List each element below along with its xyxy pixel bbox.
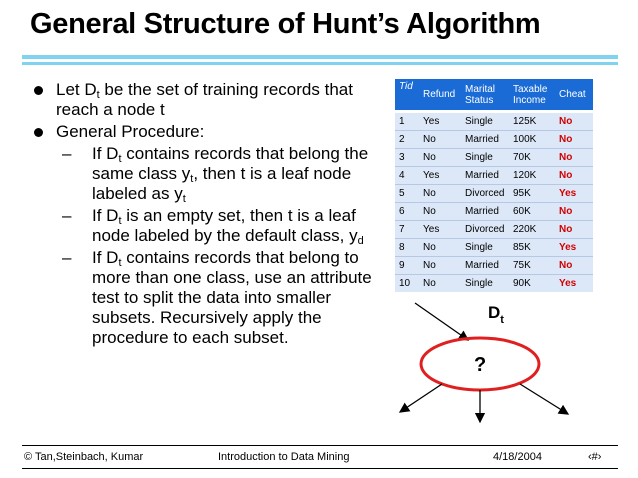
branch-arrow-left <box>400 384 442 412</box>
cell-refund: No <box>419 203 461 221</box>
bullet-dot-icon <box>34 86 43 95</box>
cell-taxable-income: 85K <box>509 239 555 257</box>
cell-taxable-income: 75K <box>509 257 555 275</box>
table-row <box>395 149 593 167</box>
cell-tid: 5 <box>395 185 419 203</box>
sub-bullet-item: – If $D_t$ contains records that belong to more than one class, use an attribute test to split the data into smaller subsets. Recursively apply the procedure to each subset. <box>62 248 372 347</box>
cell-marital-status: Married <box>461 167 509 185</box>
table-row <box>395 185 593 203</box>
cell-cheat: No <box>555 149 593 167</box>
cell-refund: No <box>419 257 461 275</box>
dash-icon: – <box>62 206 72 225</box>
cell-cheat: Yes <box>555 275 593 293</box>
cell-taxable-income: 120K <box>509 167 555 185</box>
cell-marital-status: Divorced <box>461 185 509 203</box>
cell-refund: No <box>419 149 461 167</box>
table-header-taxable-income: Taxable Income <box>509 79 555 112</box>
cell-refund: No <box>419 275 461 293</box>
cell-refund: No <box>419 239 461 257</box>
bullet-item: General Procedure: <box>30 122 390 142</box>
cell-marital-status: Single <box>461 239 509 257</box>
slide-title: General Structure of Hunt’s Algorithm <box>30 8 541 40</box>
table-header-refund: Refund <box>419 79 461 112</box>
footer-authors: © Tan,Steinbach, Kumar <box>24 451 144 463</box>
cell-taxable-income: 60K <box>509 203 555 221</box>
cell-taxable-income: 90K <box>509 275 555 293</box>
cell-tid: 10 <box>395 275 419 293</box>
table-row <box>395 221 593 239</box>
cell-taxable-income: 100K <box>509 131 555 149</box>
cell-cheat: No <box>555 112 593 131</box>
cell-tid: 1 <box>395 112 419 131</box>
cell-taxable-income: 125K <box>509 112 555 131</box>
title-rule-top <box>22 55 618 59</box>
cell-cheat: No <box>555 167 593 185</box>
cell-tid: 7 <box>395 221 419 239</box>
dash-icon: – <box>62 144 72 163</box>
node-question-mark: ? <box>474 354 487 376</box>
cell-taxable-income: 220K <box>509 221 555 239</box>
slide-footer <box>22 445 618 469</box>
cell-marital-status: Single <box>461 149 509 167</box>
cell-refund: Yes <box>419 167 461 185</box>
bullet-list <box>30 80 390 348</box>
footer-date: 4/18/2004 <box>493 451 542 463</box>
footer-course: Introduction to Data Mining <box>218 451 350 463</box>
cell-cheat: Yes <box>555 185 593 203</box>
cell-tid: 4 <box>395 167 419 185</box>
node-diagram <box>380 290 600 440</box>
table-row <box>395 112 593 131</box>
cell-cheat: No <box>555 257 593 275</box>
cell-refund: No <box>419 131 461 149</box>
footer-page-number: ‹#› <box>588 451 602 463</box>
bullet-dot-icon <box>34 128 43 137</box>
incoming-arrow <box>415 303 468 340</box>
cell-tid: 6 <box>395 203 419 221</box>
cell-cheat: No <box>555 131 593 149</box>
cell-marital-status: Married <box>461 203 509 221</box>
cell-tid: 8 <box>395 239 419 257</box>
sub-bullet-item: – If $D_t$ is an empty set, then t is a leaf node labeled by the default class, $y_d$ <box>62 206 364 247</box>
table-header-marital-status: Marital Status <box>461 79 509 112</box>
cell-cheat: No <box>555 203 593 221</box>
cell-refund: Yes <box>419 221 461 239</box>
cell-refund: No <box>419 185 461 203</box>
bullet-item: Let $D_t$ be the set of training records that reach a node t <box>30 80 390 120</box>
cell-marital-status: Single <box>461 275 509 293</box>
table-row <box>395 203 593 221</box>
cell-cheat: Yes <box>555 239 593 257</box>
branch-arrow-right <box>520 384 568 414</box>
table-header-tid: Tid <box>395 79 419 112</box>
cell-cheat: No <box>555 221 593 239</box>
title-rule-bottom <box>22 62 618 65</box>
cell-tid: 3 <box>395 149 419 167</box>
table-header-cheat: Cheat <box>555 79 593 112</box>
training-records-table <box>395 79 593 292</box>
dash-icon: – <box>62 248 72 267</box>
table-row <box>395 167 593 185</box>
cell-marital-status: Married <box>461 131 509 149</box>
table-row <box>395 257 593 275</box>
sub-bullet-item: – If $D_t$ contains records that belong the same class $y_t$, then t is a leaf node labeled as $y_t$ <box>62 144 369 205</box>
cell-refund: Yes <box>419 112 461 131</box>
dt-label: $D_t$ <box>488 303 504 326</box>
table-header-row <box>395 79 593 112</box>
cell-tid: 9 <box>395 257 419 275</box>
table-row <box>395 131 593 149</box>
cell-marital-status: Divorced <box>461 221 509 239</box>
cell-taxable-income: 95K <box>509 185 555 203</box>
cell-marital-status: Single <box>461 112 509 131</box>
table-row <box>395 239 593 257</box>
cell-taxable-income: 70K <box>509 149 555 167</box>
cell-tid: 2 <box>395 131 419 149</box>
cell-marital-status: Married <box>461 257 509 275</box>
